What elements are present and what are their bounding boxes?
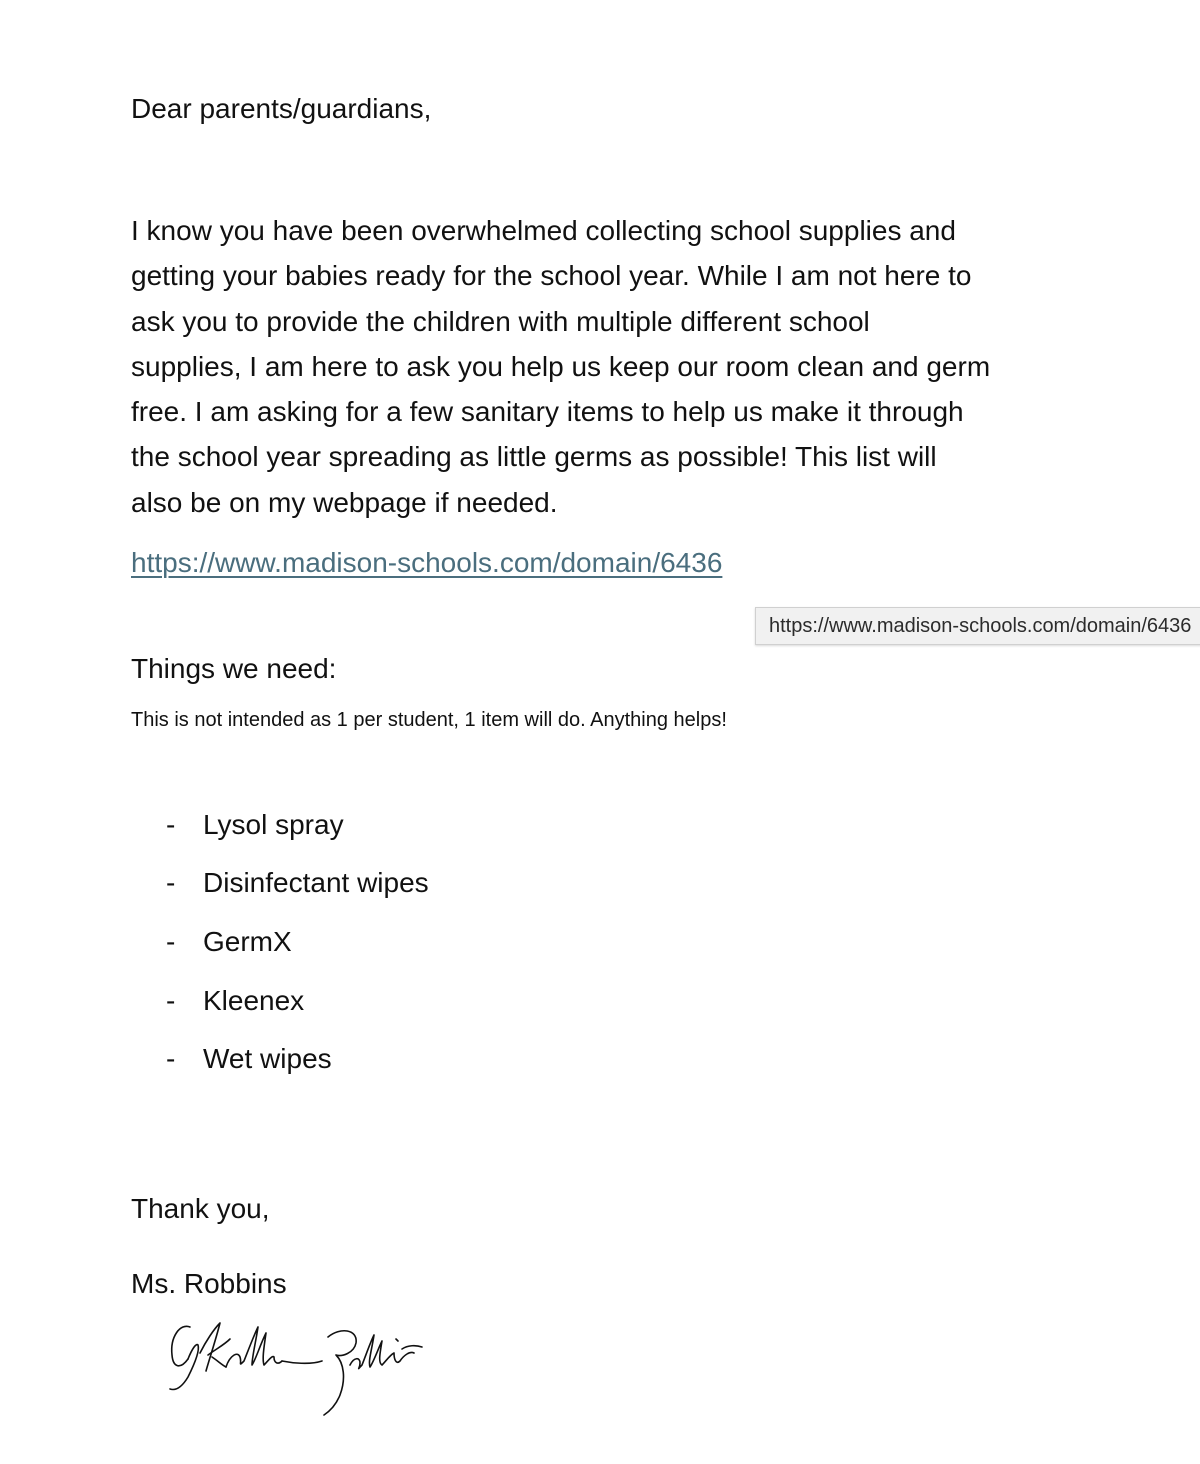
list-item-text: Kleenex xyxy=(203,985,305,1016)
link-hover-tooltip: https://www.madison-schools.com/domain/6436 xyxy=(755,607,1200,645)
list-item xyxy=(0,863,600,903)
paragraph-line: free. I am asking for a few sanitary items to help us make it through xyxy=(131,396,964,428)
list-item-text: GermX xyxy=(203,926,292,957)
list-item-text: Disinfectant wipes xyxy=(203,867,429,898)
list-dash: - xyxy=(166,1043,176,1074)
list-item xyxy=(0,1039,600,1079)
webpage-link[interactable]: https://www.madison-schools.com/domain/6436 xyxy=(131,547,723,578)
list-item-text: Lysol spray xyxy=(203,809,344,840)
body-paragraph xyxy=(131,208,1081,525)
closing: Thank you, xyxy=(131,1193,270,1224)
list-item xyxy=(0,981,600,1021)
paragraph-line: getting your babies ready for the school year. While I am not here to xyxy=(131,260,972,292)
paragraph-line: supplies, I am here to ask you help us keep our room clean and germ xyxy=(131,350,991,382)
quantity-note: This is not intended as 1 per student, 1 item will do. Anything helps! xyxy=(131,709,727,731)
list-item-text: Wet wipes xyxy=(203,1043,332,1074)
sender-name: Ms. Robbins xyxy=(131,1268,287,1299)
list-dash: - xyxy=(166,809,176,840)
list-item xyxy=(0,922,600,962)
paragraph-line: I know you have been overwhelmed collecting school supplies and xyxy=(131,215,956,246)
paragraph-line: also be on my webpage if needed. xyxy=(131,486,558,518)
needs-heading: Things we need: xyxy=(131,653,337,684)
paragraph-line: the school year spreading as little germs as possible! This list will xyxy=(131,441,937,473)
greeting: Dear parents/guardians, xyxy=(131,93,432,124)
list-dash: - xyxy=(166,867,176,898)
paragraph-line: ask you to provide the children with multiple different school xyxy=(131,305,870,337)
list-dash: - xyxy=(166,926,176,957)
list-item xyxy=(0,805,600,845)
list-dash: - xyxy=(166,985,176,1016)
handwritten-signature-icon xyxy=(160,1315,430,1425)
